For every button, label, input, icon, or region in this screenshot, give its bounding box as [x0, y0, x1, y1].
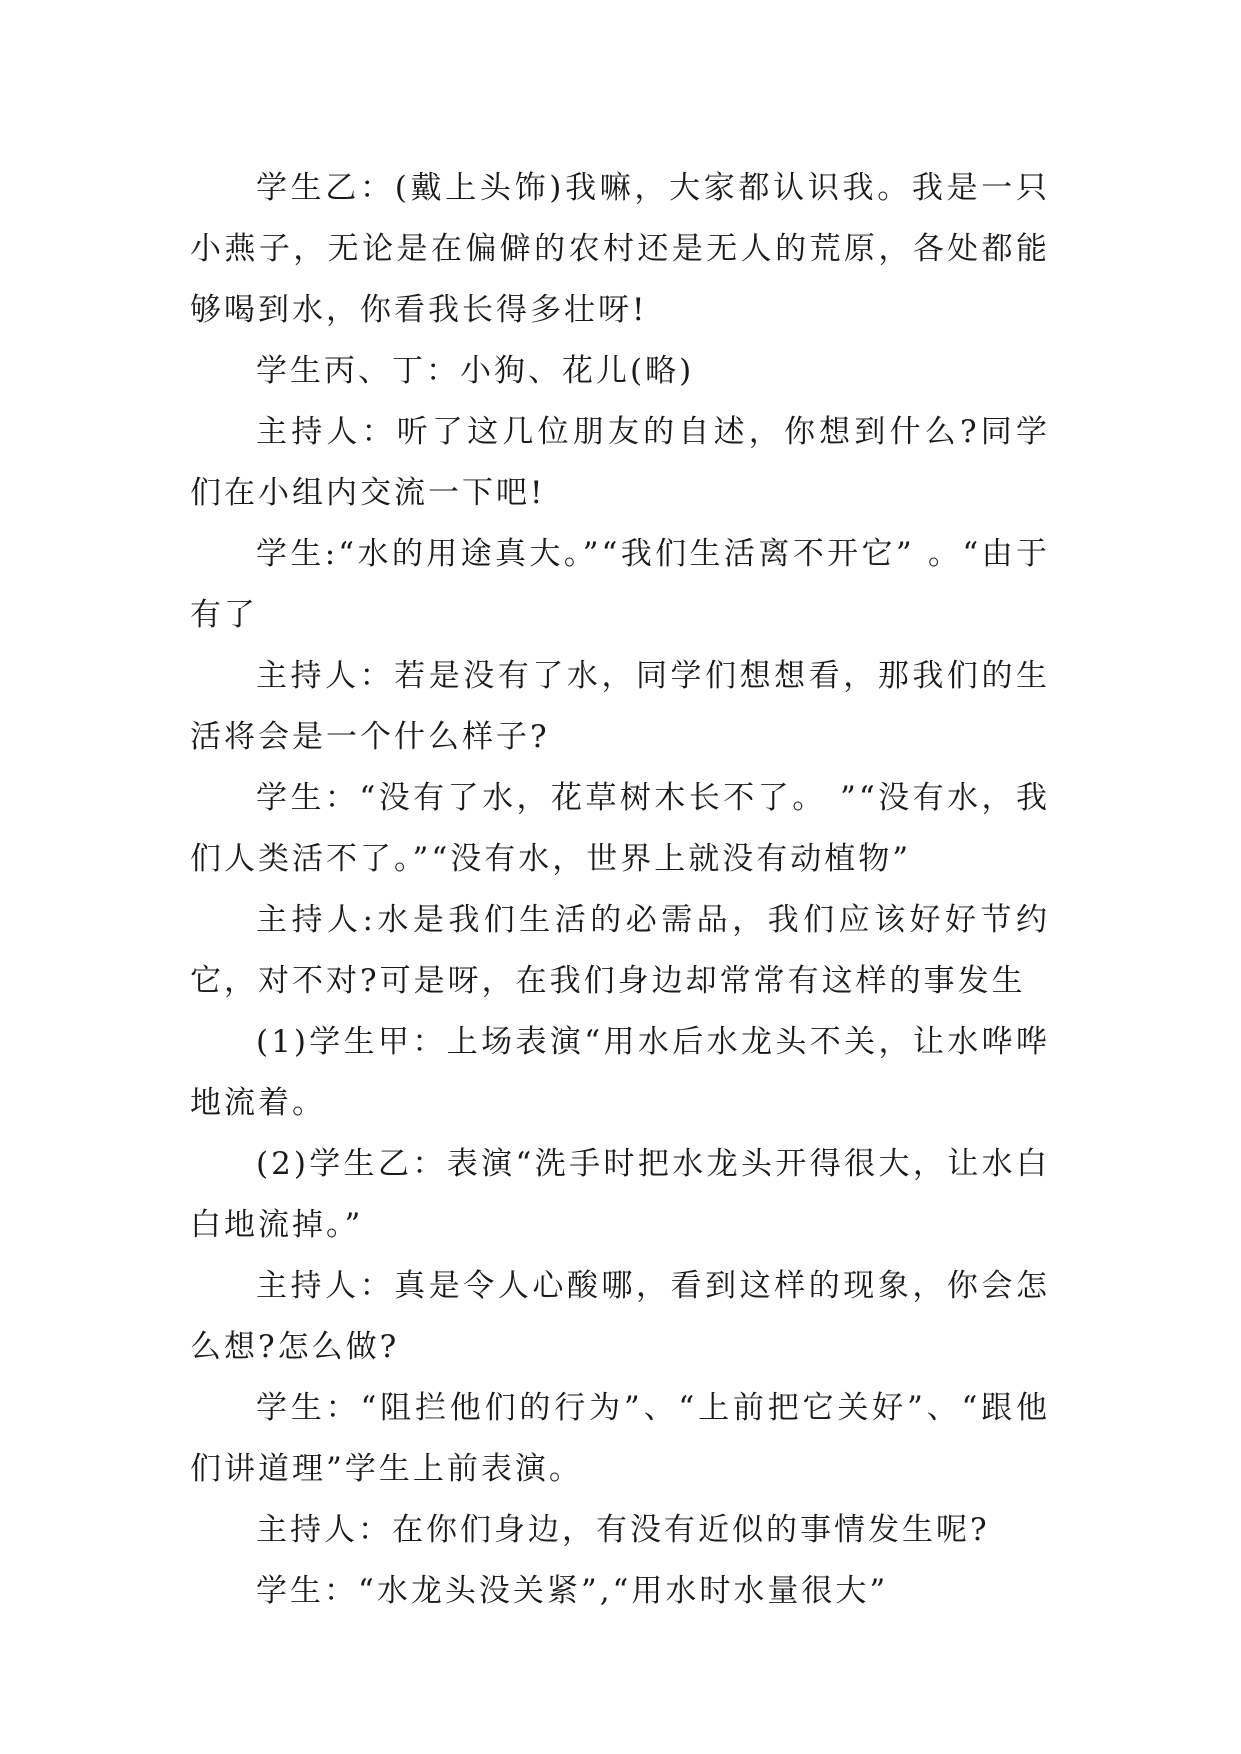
paragraph-student-responses: 学生：“阻拦他们的行为”、“上前把它关好”、“跟他们讲道理”学生上前表演。: [190, 1390, 1050, 1487]
paragraph-host-similar-events: 主持人：在你们身边，有没有近似的事情发生呢?: [256, 1512, 990, 1548]
paragraph-host-how-to-act: 主持人：真是令人心酸哪，看到这样的现象，你会怎么想?怎么做?: [190, 1268, 1050, 1365]
paragraph-student-b-swallow: 学生乙：(戴上头饰)我嘛，大家都认识我。我是一只小燕子，无论是在偏僻的农村还是无人的荒原，各处都能够喝到水，你看我长得多壮呀!: [190, 170, 1050, 328]
paragraph-host-discussion: 主持人：听了这几位朋友的自述，你想到什么?同学们在小组内交流一下吧!: [190, 414, 1050, 511]
paragraph-performance-2: (2)学生乙：表演“洗手时把水龙头开得很大，让水白白地流掉。”: [190, 1146, 1050, 1243]
paragraph-performance-1: (1)学生甲：上场表演“用水后水龙头不关，让水哗哗地流着。: [190, 1024, 1050, 1121]
paragraph-student-examples: 学生：“水龙头没关紧”,“用水时水量很大”: [256, 1573, 889, 1609]
paragraph-student-no-water: 学生：“没有了水，花草树木长不了。 ”“没有水，我们人类活不了。”“没有水，世界上就没有动植物”: [190, 780, 1050, 877]
paragraph-host-no-water: 主持人：若是没有了水，同学们想想看，那我们的生活将会是一个什么样子?: [190, 658, 1050, 755]
document-body: [190, 158, 1050, 1622]
paragraph-student-water-use: 学生:“水的用途真大。”“我们生活离不开它” 。“由于有了: [190, 536, 1050, 633]
paragraph-host-save-water: 主持人:水是我们生活的必需品，我们应该好好节约它，对不对?可是呀，在我们身边却常常有这样的事发生: [190, 902, 1050, 999]
paragraph-student-c-d: 学生丙、丁：小狗、花儿(略): [256, 353, 695, 389]
